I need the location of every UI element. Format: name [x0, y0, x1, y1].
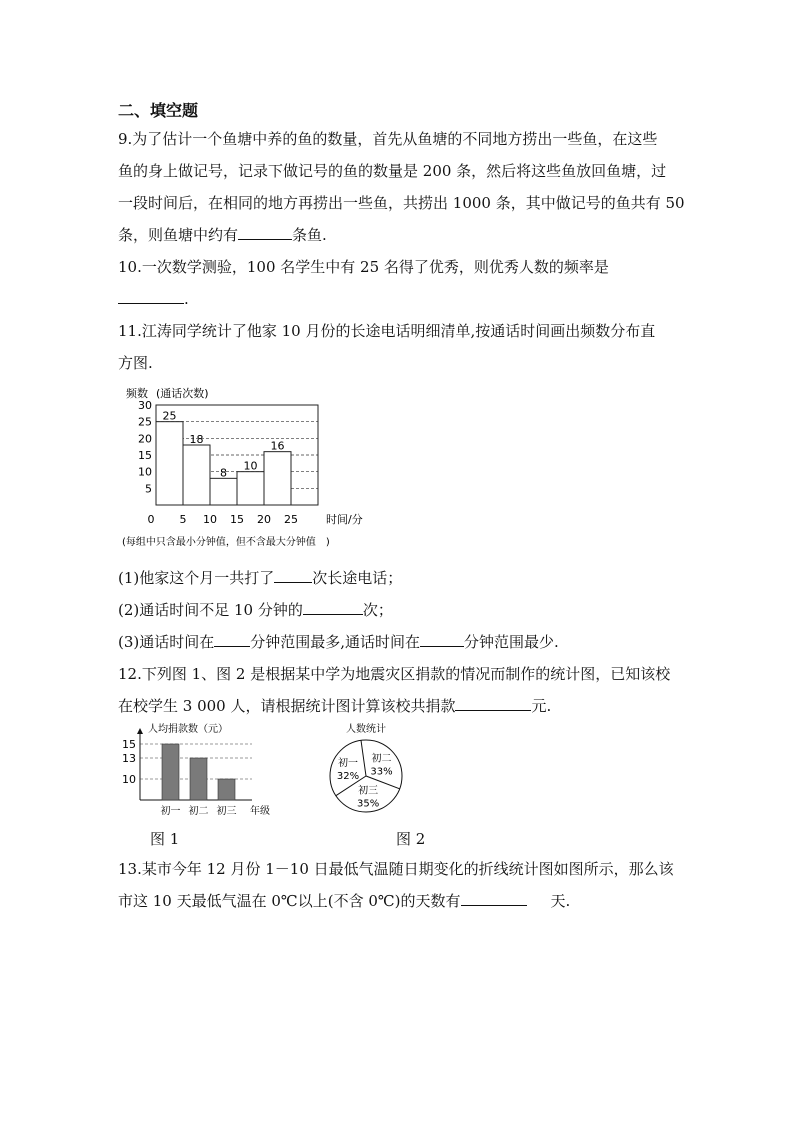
- pie-chart-title: 人数统计: [346, 724, 386, 735]
- histogram-bar-2: [183, 445, 210, 505]
- q13-line-2: [118, 886, 570, 917]
- pie-slice-label-初一: 32%: [336, 770, 360, 782]
- y-tick-label-13: 13: [122, 752, 136, 765]
- y-axis-label-unit: (通话次数): [156, 387, 209, 400]
- x-tick-label-3: 初三: [216, 806, 237, 817]
- x-axis-label: 时间/分: [326, 513, 363, 526]
- y-tick-label-5: 5: [145, 482, 152, 496]
- q9-text-a: 条，则鱼塘中约有: [118, 226, 239, 244]
- q11-sub2-blank[interactable]: [303, 598, 363, 615]
- q9-line-1: 9.为了估计一个鱼塘中养的鱼的数量，首先从鱼塘的不同地方捞出一些鱼，在这些: [118, 130, 658, 148]
- q11-sub1-text-a: (1)他家这个月一共打了: [118, 569, 275, 587]
- x-tick-label-20: 20: [257, 513, 271, 526]
- pie-slice-name-初一: 初一: [337, 757, 358, 769]
- bar-value-label-5: 16: [270, 439, 285, 453]
- q11-sub2-text-a: (2)通话时间不足 10 分钟的: [118, 601, 303, 619]
- q11-sub-3: [118, 627, 559, 658]
- q12-text-b: 元.: [531, 697, 552, 715]
- q9-line-3: 一段时间后，在相同的地方再捞出一些鱼，共捞出 1000 条，其中做记号的鱼共有 50: [118, 194, 685, 212]
- q12-line-1: 12.下列图 1、图 2 是根据某中学为地震灾区捐款的情况而制作的统计图，已知该校: [118, 665, 671, 683]
- q13-answer-blank[interactable]: [461, 889, 527, 906]
- pie-slice-name-初二: 初二: [371, 753, 392, 765]
- bar-初三: [218, 779, 235, 800]
- x-tick-label-25: 25: [284, 513, 298, 526]
- x-tick-label-2: 初二: [188, 806, 209, 817]
- y-tick-label-30: 30: [138, 399, 152, 412]
- q11-sub3-blank-2[interactable]: [420, 630, 464, 647]
- figure-1-caption: 图 1: [150, 830, 180, 848]
- bar-value-label-1: 25: [162, 409, 177, 423]
- q11-sub2-text-b: 次；: [362, 601, 393, 619]
- bar-初一: [162, 744, 179, 800]
- figure-2-caption: 图 2: [396, 830, 426, 848]
- q9-text-b: 条鱼.: [292, 226, 327, 244]
- y-axis-arrow: [137, 728, 143, 734]
- q12-line-2: [118, 691, 551, 722]
- q12-text-a: 在校学生 3 000 人，请根据统计图计算该校共捐款: [118, 697, 456, 715]
- histogram-bar-3: [210, 478, 237, 505]
- x-tick-label-1: 初一: [160, 806, 181, 817]
- histogram-bar-5: [264, 452, 291, 505]
- section-title: 二、填空题: [118, 101, 199, 120]
- histogram-bar-1: [156, 422, 183, 505]
- pie-slice-label-初三: 35%: [357, 798, 380, 810]
- histogram-chart: [118, 385, 378, 555]
- pie-slice-label-初二: 33%: [370, 766, 393, 778]
- bar-初二: [190, 758, 207, 800]
- q9-line-2: 鱼的身上做记号，记录下做记号的鱼的数量是 200 条，然后将这些鱼放回鱼塘，过: [118, 162, 667, 180]
- y-tick-label-25: 25: [138, 415, 152, 429]
- y-tick-label-10: 10: [138, 465, 152, 479]
- q10-line-2: [118, 284, 189, 315]
- q11-sub-1: [118, 563, 402, 594]
- bar-value-label-4: 10: [243, 459, 258, 473]
- q10-line-1: 10.一次数学测验，100 名学生中有 25 名得了优秀，则优秀人数的频率是: [118, 258, 609, 276]
- q11-sub3-blank-1[interactable]: [214, 630, 250, 647]
- bar-value-label-2: 18: [189, 433, 204, 446]
- q13-text-b: 天.: [550, 892, 571, 910]
- q9-answer-blank[interactable]: [238, 223, 292, 240]
- y-axis-label: 频数: [126, 387, 148, 400]
- x-tick-label-15: 15: [230, 513, 244, 526]
- q11-line-1: 11.江涛同学统计了他家 10 月份的长途电话明细清单,按通话时间画出频数分布直: [118, 322, 656, 340]
- pie-slice-name-初三: 初三: [358, 785, 379, 797]
- histogram-bar-4: [237, 472, 264, 505]
- bar-chart-title: 人均捐款数（元）: [148, 724, 228, 735]
- y-tick-label-10: 10: [122, 773, 136, 786]
- y-tick-label-15: 15: [122, 738, 136, 751]
- q13-text-a: 市这 10 天最低气温在 0℃以上(不含 0℃)的天数有: [118, 892, 461, 910]
- x-tick-label-10: 10: [203, 513, 217, 526]
- q11-sub3-text-a: (3)通话时间在: [118, 633, 215, 651]
- q13-line-1: 13.某市今年 12 月份 1－10 日最低气温随日期变化的折线统计图如图所示，那么该: [118, 860, 674, 878]
- student-pie-chart: [316, 720, 416, 820]
- histogram-note: (每组中只含最小分钟值，但不含最大分钟值 ): [122, 537, 330, 548]
- q11-sub1-text-b: 次长途电话；: [312, 569, 403, 587]
- donation-bar-chart: [114, 720, 284, 820]
- y-tick-label-20: 20: [138, 432, 152, 446]
- q11-sub1-blank[interactable]: [274, 566, 312, 583]
- q9-line-4: [118, 220, 327, 251]
- q12-answer-blank[interactable]: [455, 694, 531, 711]
- q11-sub-2: [118, 595, 393, 626]
- q11-sub3-text-c: 分钟范围最少.: [464, 633, 559, 651]
- x-axis-end-label: 年级: [250, 806, 270, 817]
- q11-line-2: 方图.: [118, 354, 153, 372]
- q10-answer-blank[interactable]: [118, 287, 184, 304]
- q10-text-b: .: [184, 290, 189, 308]
- x-tick-label-0: 0: [147, 513, 155, 526]
- x-tick-label-5: 5: [179, 513, 187, 526]
- q11-sub3-text-b: 分钟范围最多,通话时间在: [250, 633, 421, 651]
- bar-value-label-3: 8: [220, 466, 227, 480]
- y-tick-label-15: 15: [138, 449, 152, 462]
